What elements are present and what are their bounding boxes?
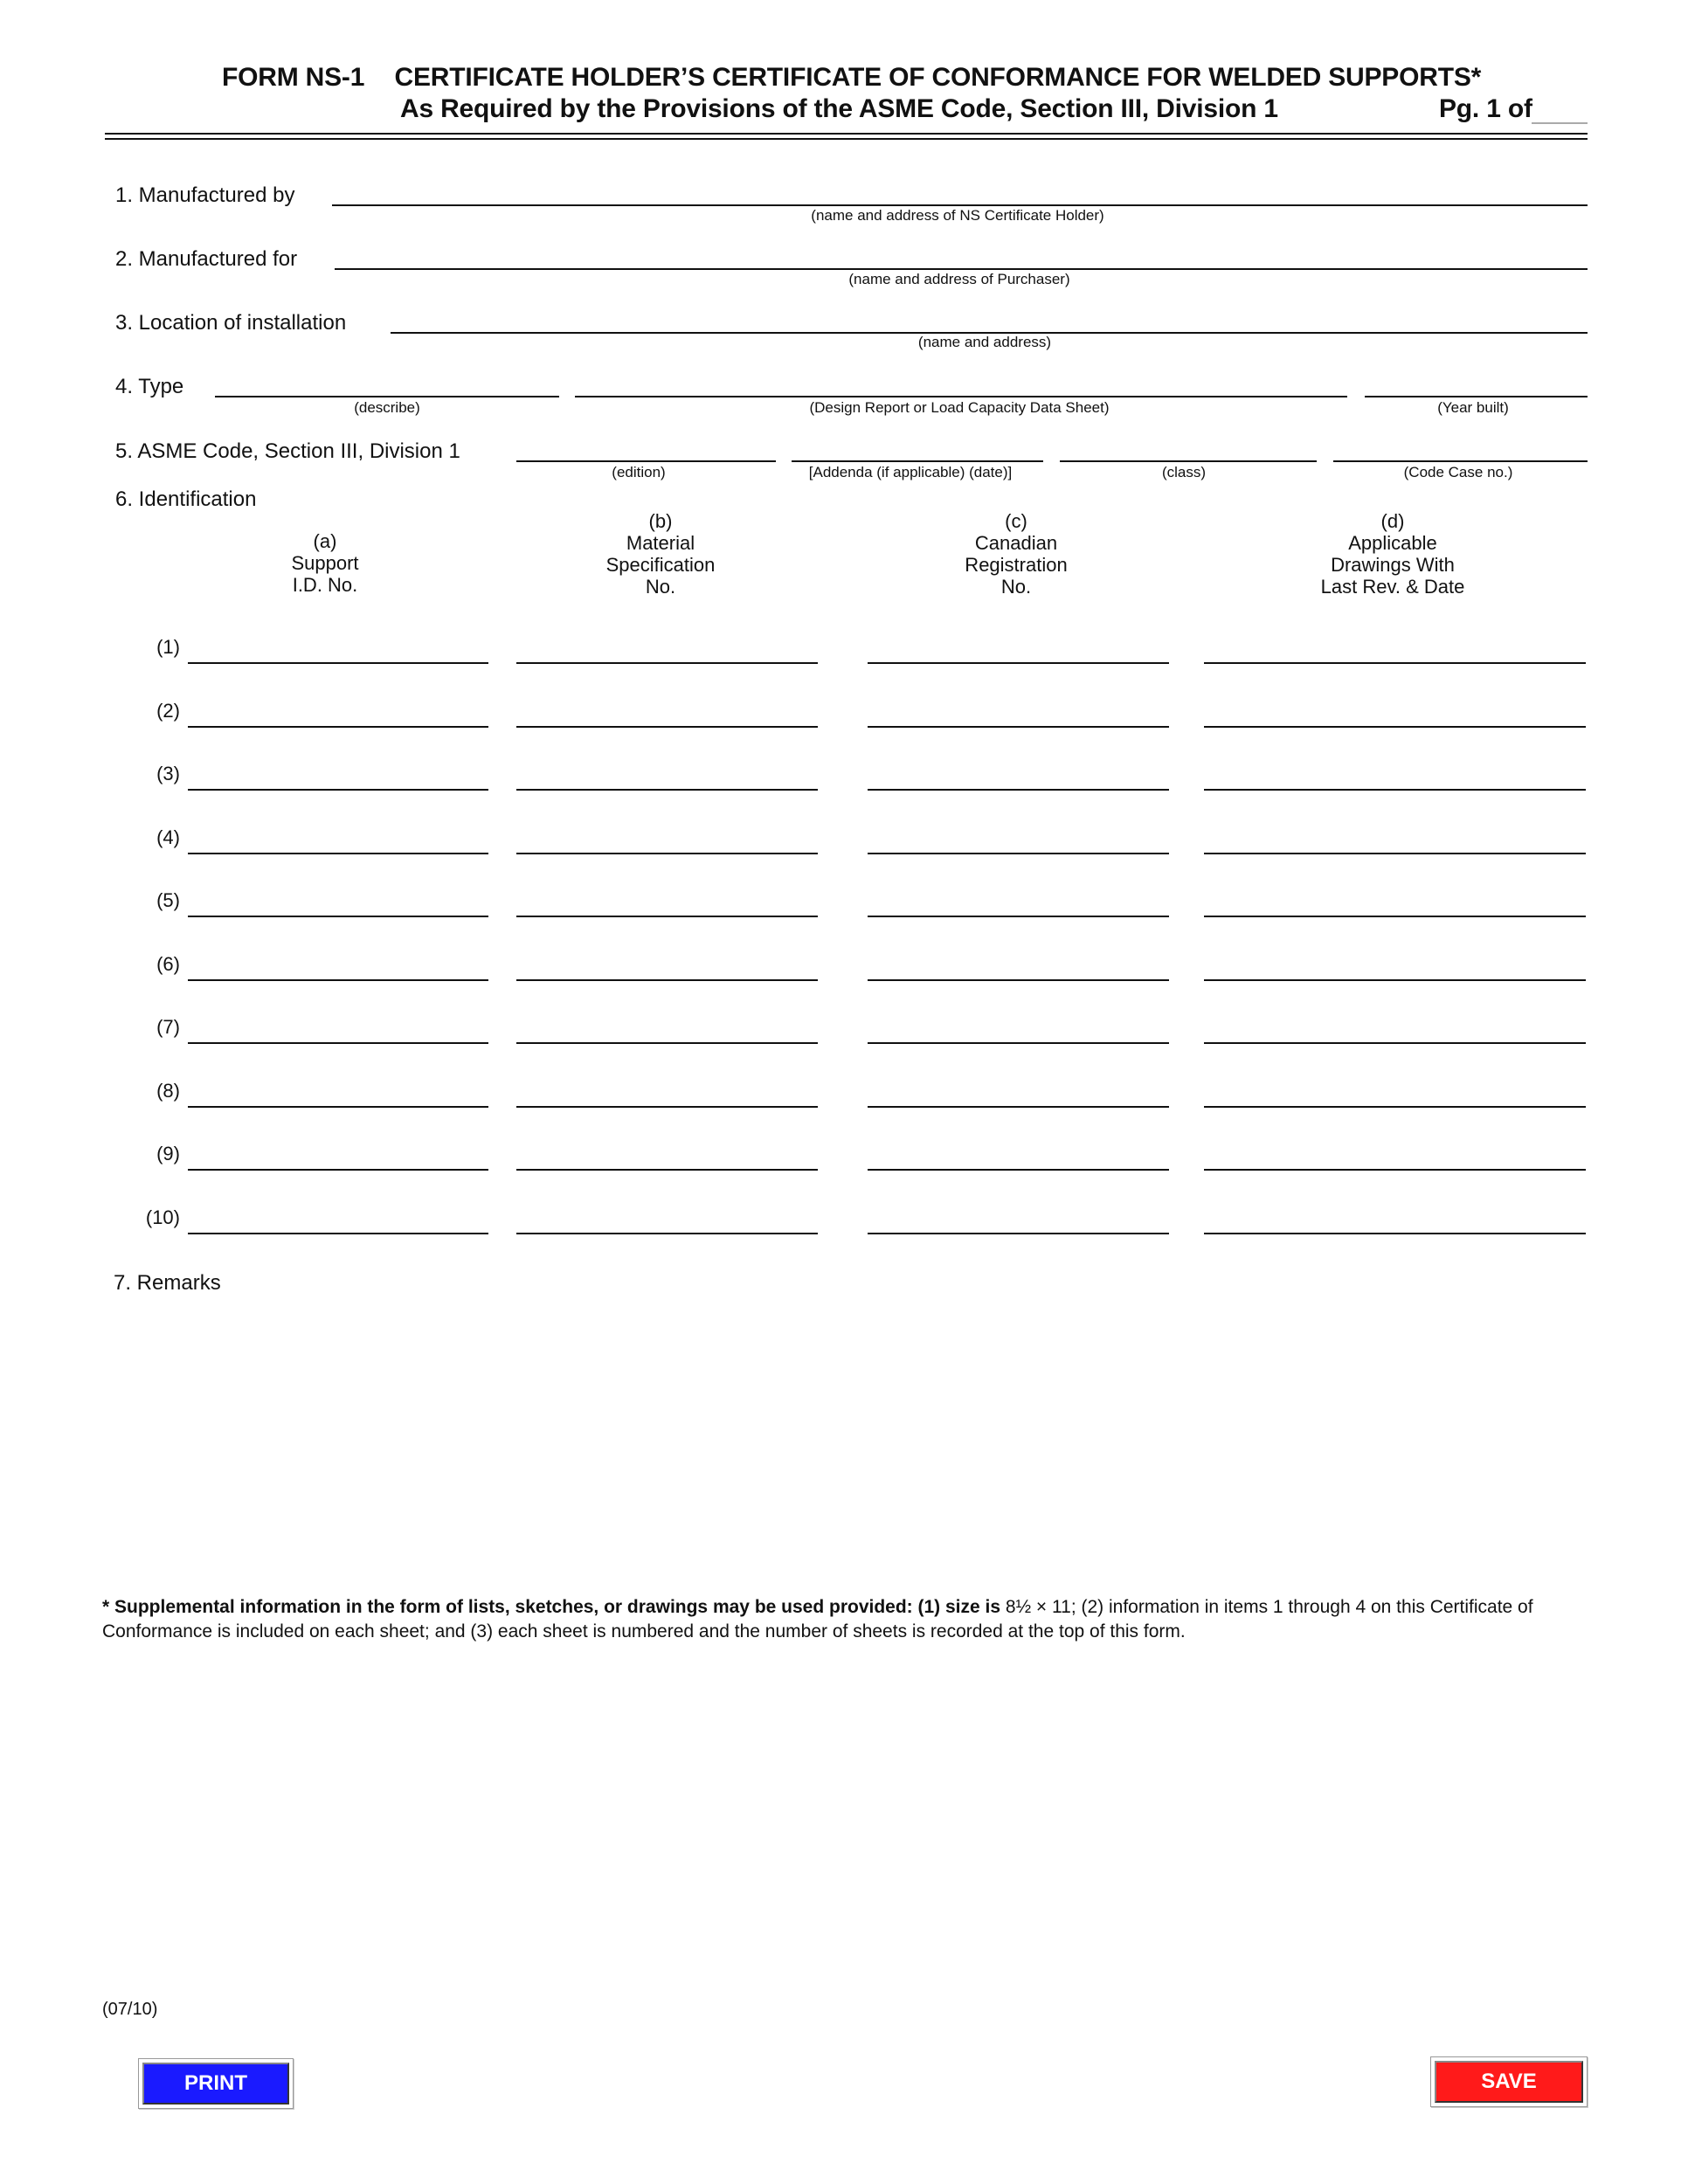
row-7-support-id-input[interactable] (188, 1018, 488, 1044)
row-2-material-spec-input[interactable] (516, 702, 818, 728)
row-3-drawings-input[interactable] (1204, 764, 1586, 791)
row-7-canadian-registration-input[interactable] (868, 1018, 1169, 1044)
manufactured-by-input[interactable] (332, 180, 1588, 206)
row-1-material-spec-input[interactable] (516, 638, 818, 664)
column-line: Drawings With (1331, 554, 1455, 576)
row-6-drawings-input[interactable] (1204, 955, 1586, 981)
row-number: (5) (156, 889, 180, 911)
row-7-material-spec-input[interactable] (516, 1018, 818, 1044)
column-line: Registration (965, 554, 1068, 576)
row-6-canadian-registration-input[interactable] (868, 955, 1169, 981)
row-2-drawings-input[interactable] (1204, 702, 1586, 728)
row-number: (9) (156, 1143, 180, 1165)
column-line: I.D. No. (292, 574, 358, 596)
column-line: Material (626, 532, 695, 554)
header-rule-top (105, 133, 1588, 135)
header-rule-bottom (105, 138, 1588, 140)
row-number: (8) (156, 1080, 180, 1102)
column-letter: (a) (313, 530, 337, 552)
row-3-canadian-registration-input[interactable] (868, 764, 1169, 791)
footnote-rest: ; (2) information in items 1 through 4 on this Certificate of Conformance is included on each sheet; and (3) each sheet is numbered and the number of sheets is recorded at the top of this form. (102, 1597, 1533, 1641)
column-line: No. (645, 576, 676, 598)
asme-edition-input[interactable] (516, 436, 776, 462)
column-line: No. (1000, 576, 1032, 598)
row-4-support-id-input[interactable] (188, 828, 488, 854)
form-subtitle: As Required by the Provisions of the ASME Code, Section III, Division 1 (400, 94, 1278, 123)
type-year-caption: (Year built) (1437, 399, 1509, 416)
row-6-material-spec-input[interactable] (516, 955, 818, 981)
row-8-drawings-input[interactable] (1204, 1082, 1586, 1108)
row-1-drawings-input[interactable] (1204, 638, 1586, 664)
row-5-canadian-registration-input[interactable] (868, 891, 1169, 917)
type-design-caption: (Design Report or Load Capacity Data Sheet) (809, 399, 1110, 416)
asme-addenda-input[interactable] (792, 436, 1043, 462)
column-header-canadian-registration (965, 510, 1067, 598)
column-letter: (b) (648, 510, 673, 532)
asme-code-case-input[interactable] (1333, 436, 1588, 462)
row-2-canadian-registration-input[interactable] (868, 702, 1169, 728)
asme-addenda-caption: [Addenda (if applicable) (date)] (808, 464, 1013, 480)
form-title (222, 63, 1481, 93)
asme-edition-caption: (edition) (612, 464, 666, 480)
column-line: Specification (605, 554, 716, 576)
location-label: 3. Location of installation (115, 311, 347, 335)
row-number: (10) (145, 1206, 180, 1228)
row-number: (3) (156, 763, 180, 784)
remarks-textarea[interactable] (140, 1306, 1585, 1572)
column-header-support-id (291, 530, 358, 596)
row-5-support-id-input[interactable] (188, 891, 488, 917)
asme-class-caption: (class) (1161, 464, 1207, 480)
manufactured-for-caption: (name and address of Purchaser) (848, 271, 1070, 287)
footnote (102, 1595, 1596, 1644)
row-3-support-id-input[interactable] (188, 764, 488, 791)
column-header-drawings (1321, 510, 1465, 598)
manufactured-by-label: 1. Manufactured by (115, 183, 295, 207)
row-8-material-spec-input[interactable] (516, 1082, 818, 1108)
identification-label: 6. Identification (115, 487, 257, 511)
column-letter: (c) (1005, 510, 1027, 532)
row-8-canadian-registration-input[interactable] (868, 1082, 1169, 1108)
type-describe-caption: (describe) (354, 399, 420, 416)
asme-code-case-caption: (Code Case no.) (1403, 464, 1513, 480)
manufactured-by-caption: (name and address of NS Certificate Holder) (811, 207, 1104, 224)
column-line: Last Rev. & Date (1320, 576, 1465, 598)
column-line: Applicable (1348, 532, 1437, 554)
row-9-drawings-input[interactable] (1204, 1144, 1586, 1171)
column-header-material-spec (606, 510, 716, 598)
asme-class-input[interactable] (1060, 436, 1317, 462)
page-total-input[interactable] (1532, 98, 1588, 124)
row-10-drawings-input[interactable] (1204, 1208, 1586, 1234)
row-10-support-id-input[interactable] (188, 1208, 488, 1234)
row-4-material-spec-input[interactable] (516, 828, 818, 854)
print-button-label: PRINT (142, 2063, 289, 2105)
form-id: FORM NS-1 (222, 63, 365, 92)
row-3-material-spec-input[interactable] (516, 764, 818, 791)
column-line: Canadian (974, 532, 1058, 554)
row-1-canadian-registration-input[interactable] (868, 638, 1169, 664)
column-line: Support (291, 552, 359, 574)
remarks-label: 7. Remarks (114, 1271, 221, 1295)
row-9-material-spec-input[interactable] (516, 1144, 818, 1171)
row-4-drawings-input[interactable] (1204, 828, 1586, 854)
footnote-bold: * Supplemental information in the form of lists, sketches, or drawings may be used provided: (1) size is (102, 1597, 1001, 1617)
type-year-input[interactable] (1365, 371, 1588, 397)
manufactured-for-input[interactable] (335, 244, 1588, 270)
row-number: (7) (156, 1016, 180, 1038)
row-number: (4) (156, 826, 180, 848)
save-button-label: SAVE (1435, 2061, 1583, 2103)
location-input[interactable] (391, 308, 1588, 334)
row-9-canadian-registration-input[interactable] (868, 1144, 1169, 1171)
row-10-canadian-registration-input[interactable] (868, 1208, 1169, 1234)
row-1-support-id-input[interactable] (188, 638, 488, 664)
asme-code-label: 5. ASME Code, Section III, Division 1 (115, 439, 460, 463)
revision-code: (07/10) (102, 2000, 158, 2019)
form-heading: CERTIFICATE HOLDER’S CERTIFICATE OF CONFORMANCE FOR WELDED SUPPORTS* (394, 63, 1482, 92)
footnote-size: 8½ × 11 (1005, 1597, 1071, 1617)
type-label: 4. Type (115, 375, 184, 398)
row-10-material-spec-input[interactable] (516, 1208, 818, 1234)
row-5-drawings-input[interactable] (1204, 891, 1586, 917)
page-number-label: Pg. 1 of (1439, 94, 1532, 123)
save-button[interactable] (1430, 2056, 1588, 2107)
row-number: (6) (156, 953, 180, 975)
row-2-support-id-input[interactable] (188, 702, 488, 728)
type-design-input[interactable] (575, 371, 1347, 397)
row-6-support-id-input[interactable] (188, 955, 488, 981)
type-describe-input[interactable] (215, 371, 559, 397)
row-4-canadian-registration-input[interactable] (868, 828, 1169, 854)
row-8-support-id-input[interactable] (188, 1082, 488, 1108)
row-number: (2) (156, 700, 180, 722)
row-5-material-spec-input[interactable] (516, 891, 818, 917)
column-letter: (d) (1380, 510, 1405, 532)
location-caption: (name and address) (917, 334, 1052, 350)
row-9-support-id-input[interactable] (188, 1144, 488, 1171)
print-button[interactable] (138, 2058, 294, 2109)
row-7-drawings-input[interactable] (1204, 1018, 1586, 1044)
manufactured-for-label: 2. Manufactured for (115, 247, 298, 271)
row-number: (1) (156, 636, 180, 658)
